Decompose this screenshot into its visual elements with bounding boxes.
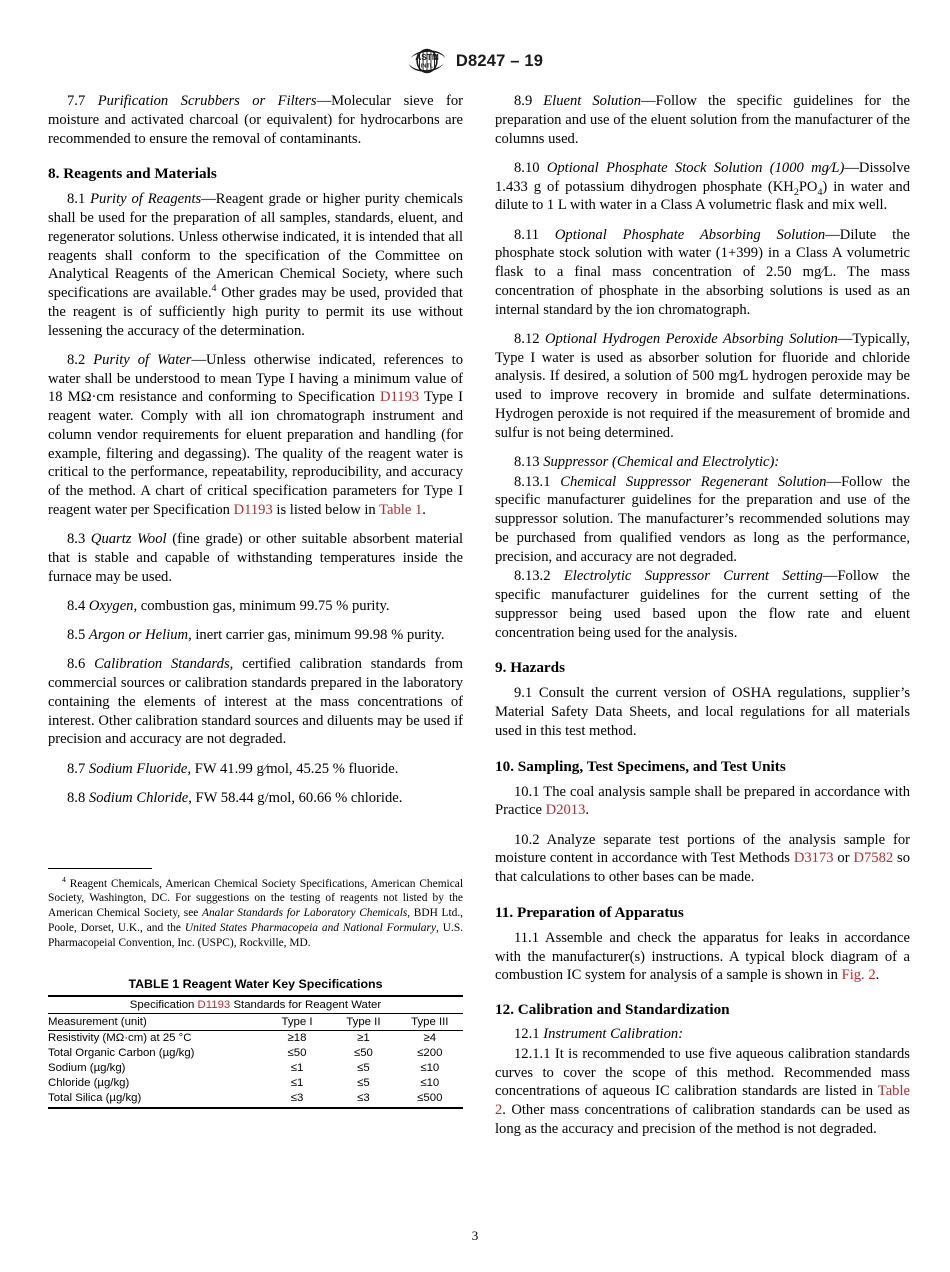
paragraph-text: Follow the specific manufacturer guidelines for the current setting of the suppressor being used based upon the flow rate and eluent concentration being used for the analysis. — [495, 568, 910, 641]
table-1-title: TABLE 1 Reagent Water Key Specifications — [128, 976, 383, 991]
em-dash: — — [826, 473, 842, 490]
cell-type-1: ≤50 — [287, 1047, 307, 1060]
document-designation: D8247 – 19 — [455, 51, 544, 70]
link-d3173[interactable]: D3173 — [793, 850, 834, 867]
link-d7582[interactable]: D7582 — [853, 850, 894, 867]
paragraph-text: FW 41.99 g∕mol, 45.25 % fluoride. — [191, 760, 399, 777]
cell-measurement: Sodium (µg/kg) — [48, 1062, 126, 1075]
paragraph-number: 11.1 — [514, 929, 539, 946]
paragraph-8-2 — [48, 351, 463, 520]
link-table-1[interactable]: Table 1 — [379, 501, 423, 518]
paragraph-number: 9.1 — [514, 685, 533, 702]
paragraph-title: Instrument Calibration: — [543, 1026, 684, 1042]
footnote-divider — [48, 868, 152, 869]
paragraph-number: 8.13 — [514, 453, 540, 470]
paragraph-8-3 — [48, 530, 463, 586]
subscript-4: 4 — [817, 186, 823, 198]
table-spanning-header-row — [48, 997, 463, 1014]
paragraph-text: Molecular sieve for moisture and activated charcoal (or equivalent) for hydrocarbons are recommended to ensure the removal of contaminants. — [48, 93, 463, 147]
page-header — [0, 48, 950, 74]
paragraph-8-13 — [495, 453, 910, 472]
footnote-number: 4 — [62, 874, 66, 884]
table-1 — [48, 995, 463, 1110]
paragraph-text: The coal analysis sample shall be prepared in accordance with Practice — [495, 783, 910, 819]
paragraph-12-1-1 — [495, 1045, 910, 1139]
cell-measurement: Total Silica (µg/kg) — [48, 1091, 264, 1109]
paragraph-number: 10.2 — [514, 831, 540, 848]
paragraph-7-7 — [48, 92, 463, 148]
paragraph-text: Consult the current version of OSHA regulations, supplier’s Material Safety Data Sheets, and local regulations for all materials used in this test method. — [495, 685, 910, 739]
em-dash: — — [641, 93, 656, 109]
table-spanning-header — [48, 997, 463, 1014]
heading-section-12: 12. Calibration and Standardization — [495, 1001, 730, 1018]
paragraph-8-9 — [495, 92, 910, 148]
paragraph-text: combustion gas, minimum 99.75 % purity. — [137, 597, 390, 614]
paragraph-11-1 — [495, 929, 910, 985]
paragraph-text: certified calibration standards from commercial sources or calibration standards prepared in the laboratory containing the elements of interest at the mass concentrations of interest. Other calibration standard sources and diluents may be used if precision and accuracy are not degraded. — [48, 656, 463, 748]
em-dash: — — [844, 159, 859, 176]
paragraph-number: 8.2 — [67, 351, 86, 368]
paragraph-title: Argon or Helium, — [88, 627, 192, 643]
spanning-header-post: Standards for Reagent Water — [230, 998, 382, 1011]
paragraph-text-cont: Type I reagent water. Comply with all ion chromatograph instrument and column vendor requirements for eluent preparation and handling (for example, filtering and degassing). The quality of the reagent water is critical to the performance, repeatability, reproducibility, and accuracy of the method. A chart of critical specification parameters for Type I reagent water per Specification — [48, 389, 464, 518]
paragraph-text-end: . — [422, 501, 426, 518]
spanning-header-pre: Specification — [129, 998, 198, 1011]
table-row — [48, 1061, 463, 1076]
svg-text:ASTM: ASTM — [415, 52, 439, 62]
heading-section-8: 8. Reagents and Materials — [48, 165, 217, 183]
paragraph-8-5 — [48, 626, 463, 645]
paragraph-text-c: ) in water and dilute to 1 L with water in a Class A volumetric flask and mix well. — [495, 178, 911, 214]
table-row — [48, 1091, 463, 1109]
paragraph-text: Dilute the phosphate stock solution with water (1+399) in a Class A volumetric flask to a final mass concentration of 2.50 mg∕L. The mass concentration of phosphate in the absorbing solutions is used as an internal standard by the ion chromatograph. — [495, 226, 910, 318]
paragraph-text-mid: or — [833, 850, 854, 867]
paragraph-title: Optional Hydrogen Peroxide Absorbing Solution — [545, 330, 838, 347]
footnote-marker[interactable]: 4 — [211, 283, 217, 295]
paragraph-8-7 — [48, 760, 463, 779]
paragraph-number: 12.1.1 — [514, 1045, 551, 1062]
paragraph-text-b: PO — [798, 178, 818, 195]
paragraph-title: Eluent Solution — [543, 93, 641, 109]
paragraph-number: 8.3 — [67, 531, 86, 547]
subscript-2: 2 — [793, 186, 799, 198]
paragraph-number: 8.11 — [514, 226, 539, 243]
footnote-text-b: , BDH Ltd., Poole, Dorset, U.K., and the — [48, 907, 464, 934]
paragraph-8-13-1 — [495, 473, 910, 567]
footnote-text-c: , U.S. Pharmacopeial Convention, Inc. (USPC), Rockville, MD. — [48, 921, 464, 949]
paragraph-12-1 — [495, 1025, 910, 1044]
cell-type-3: ≤10 — [420, 1062, 440, 1075]
paragraph-text: Reagent grade or higher purity chemicals shall be used for the preparation of all samples, standards, eluent, and regenerator solutions. Unless otherwise indicated, it is intended that all reagents shall conform to the specification of the Committee on Analytical Reagents of the American Chemical Society, where such specifications are available. — [48, 191, 463, 301]
heading-section-9: 9. Hazards — [495, 659, 566, 677]
paragraph-8-10 — [495, 159, 910, 215]
paragraph-number: 12.1 — [514, 1026, 540, 1042]
svg-text:INTL: INTL — [420, 63, 433, 70]
paragraph-text: Follow the specific guidelines for the preparation and use of the eluent solution from the manufacturer of the columns used. — [495, 93, 910, 147]
paragraph-8-8 — [48, 789, 463, 808]
table-row — [48, 1030, 463, 1046]
col-header-measurement: Measurement (unit) — [48, 1013, 264, 1030]
paragraph-title: Optional Phosphate Stock Solution (1000 mg∕L) — [546, 159, 845, 176]
em-dash: — — [201, 191, 216, 208]
heading-section-10: 10. Sampling, Test Specimens, and Test Units — [495, 757, 786, 775]
paragraph-title: Electrolytic Suppressor Current Setting — [563, 568, 823, 585]
paragraph-title: Sodium Chloride, — [88, 789, 192, 806]
paragraph-number: 8.5 — [67, 627, 86, 643]
paragraph-9-1 — [495, 684, 910, 740]
paragraph-number: 8.13.2 — [514, 568, 551, 585]
paragraph-number: 10.1 — [514, 783, 540, 800]
paragraph-text: Unless otherwise indicated, references to water shall be understood to mean Type I having a minimum value of 18 MΩ·cm resistance and conforming to Specification — [48, 351, 463, 406]
paragraph-title: Sodium Fluoride, — [88, 760, 192, 777]
footnote-italic-b: United States Pharmacopeia and National Formulary — [184, 921, 436, 934]
table-1-container — [48, 977, 463, 1110]
cell-type-1: ≥18 — [287, 1032, 307, 1045]
em-dash: — — [822, 568, 838, 585]
paragraph-8-12 — [495, 330, 910, 443]
link-fig-2[interactable]: Fig. 2 — [841, 967, 876, 984]
paragraph-title: Oxygen, — [88, 597, 138, 614]
paragraph-text: Typically, Type I water is used as absorber solution for fluoride and chloride analysis. If desired, a solution of 500 mg∕L hydrogen peroxide may be used to improve recovery in bromide and sulfate determinations. Hydrogen peroxide is not required if the measurement of bromide and sulfur is not being determined. — [495, 330, 910, 441]
paragraph-title: Calibration Standards, — [94, 656, 234, 673]
paragraph-number: 7.7 — [67, 93, 86, 109]
paragraph-title: Purification Scrubbers or Filters — [97, 93, 317, 109]
cell-type-1: ≤1 — [290, 1062, 304, 1075]
paragraph-title: Purity of Reagents — [90, 191, 202, 208]
paragraph-number: 8.13.1 — [514, 473, 551, 490]
right-column — [495, 92, 910, 1139]
cell-type-3: ≤200 — [417, 1047, 443, 1060]
paragraph-8-6 — [48, 655, 463, 749]
paragraph-8-4 — [48, 597, 463, 616]
cell-measurement: Chloride (µg/kg) — [48, 1077, 130, 1090]
paragraph-text: Assemble and check the apparatus for leaks in accordance with the manufacturer(s) instructions. A typical block diagram of a combustion IC system for analysis of a sample is shown in — [495, 929, 911, 984]
paragraph-text: Follow the specific manufacturer guidelines for the preparation and use of the suppressor solution. The manufacturer’s recommended solutions may be purchased from qualified vendors as long as the performance, precision, and accuracy are not degraded. — [495, 473, 910, 565]
cell-type-1: ≤3 — [264, 1091, 330, 1109]
cell-type-3: ≤500 — [397, 1091, 463, 1109]
cell-measurement: Total Organic Carbon (µg/kg) — [48, 1047, 195, 1060]
paragraph-text-end: so that calculations to other bases can be made. — [495, 850, 910, 885]
paragraph-number: 8.10 — [514, 159, 540, 176]
footnote-4 — [48, 874, 464, 951]
astm-logo-icon — [407, 48, 447, 74]
paragraph-number: 8.8 — [67, 789, 86, 806]
paragraph-8-11 — [495, 226, 910, 320]
cell-type-2: ≤5 — [357, 1062, 370, 1075]
cell-type-2: ≥1 — [357, 1032, 370, 1045]
link-d1193[interactable]: D1193 — [380, 389, 420, 406]
cell-measurement: Resistivity (MΩ·cm) at 25 °C — [48, 1032, 192, 1045]
em-dash: — — [837, 330, 853, 347]
table-column-headers — [48, 1013, 463, 1030]
link-d1193-2[interactable]: D1193 — [233, 501, 273, 518]
paragraph-text: Analyze separate test portions of the analysis sample for moisture content in accordance with Test Methods — [495, 831, 910, 867]
cell-type-2: ≤3 — [330, 1091, 396, 1109]
col-header-type-3: Type III — [397, 1013, 463, 1030]
paragraph-title: Chemical Suppressor Regenerant Solution — [560, 473, 827, 490]
cell-type-3: ≥4 — [423, 1032, 437, 1045]
paragraph-title: Purity of Water — [93, 351, 192, 368]
paragraph-title: Suppressor (Chemical and Electrolytic): — [543, 453, 780, 470]
paragraph-text-end: . — [875, 967, 880, 984]
paragraph-number: 8.6 — [67, 656, 86, 673]
footnote-block — [48, 868, 463, 951]
cell-type-2: ≤5 — [357, 1077, 370, 1090]
paragraph-text: FW 58.44 g/mol, 60.66 % chloride. — [191, 789, 403, 806]
footnote-text-a: Reagent Chemicals, American Chemical Society Specifications, American Chemical Society, Washington, DC. For suggestions on the testing of reagents not listed by the American Chemical Society, see — [48, 877, 463, 920]
left-column — [48, 92, 463, 1139]
heading-section-11: 11. Preparation of Apparatus — [495, 903, 684, 921]
em-dash: — — [316, 93, 332, 109]
em-dash: — — [191, 351, 207, 368]
link-d2013[interactable]: D2013 — [545, 802, 586, 819]
paragraph-text: (fine grade) or other suitable absorbent material that is stable and capable of withstanding temperatures inside the furnace may be used. — [48, 531, 463, 585]
link-d1193-table[interactable]: D1193 — [197, 998, 231, 1011]
paragraph-10-1 — [495, 783, 910, 821]
link-table-2[interactable]: Table 2 — [495, 1083, 910, 1118]
em-dash: — — [825, 226, 840, 243]
paragraph-text: It is recommended to use five aqueous calibration standards curves to cover the scope of this method. Recommended mass concentrations of aqueous IC calibration standards are listed in — [495, 1045, 910, 1100]
paragraph-text-end: . Other mass concentrations of calibration standards can be used as long as the accuracy and precision of the method is not degraded. — [495, 1102, 910, 1137]
page-number: 3 — [471, 1228, 479, 1243]
paragraph-title: Quartz Wool — [90, 531, 167, 547]
paragraph-title: Optional Phosphate Absorbing Solution — [554, 226, 826, 243]
cell-type-1: ≤1 — [290, 1077, 304, 1090]
paragraph-8-1 — [48, 190, 463, 340]
paragraph-number: 8.7 — [67, 760, 86, 777]
paragraph-number: 8.12 — [514, 330, 540, 347]
paragraph-text: inert carrier gas, minimum 99.98 % purity. — [191, 627, 445, 643]
footnote-italic-a: Analar Standards for Laboratory Chemicals — [201, 907, 408, 920]
paragraph-number: 8.1 — [67, 191, 86, 208]
cell-type-3: ≤10 — [420, 1077, 440, 1090]
paragraph-text-cont: Other grades may be used, provided that the reagent is of sufficiently high purity to permit its use without lessening the accuracy of the determination. — [48, 285, 463, 339]
table-row — [48, 1076, 463, 1091]
paragraph-text-end: . — [585, 802, 590, 819]
document-body — [48, 92, 910, 1139]
paragraph-number: 8.9 — [514, 93, 533, 109]
paragraph-8-13-2 — [495, 567, 910, 642]
col-header-type-2: Type II — [330, 1013, 396, 1030]
paragraph-text-cont2: is listed below in — [272, 501, 380, 518]
table-row — [48, 1046, 463, 1061]
cell-type-2: ≤50 — [353, 1047, 373, 1060]
paragraph-number: 8.4 — [67, 597, 86, 614]
col-header-type-1: Type I — [264, 1013, 330, 1030]
paragraph-text-a: Dissolve 1.433 g of potassium dihydrogen phosphate (KH — [495, 159, 910, 195]
paragraph-10-2 — [495, 831, 910, 887]
